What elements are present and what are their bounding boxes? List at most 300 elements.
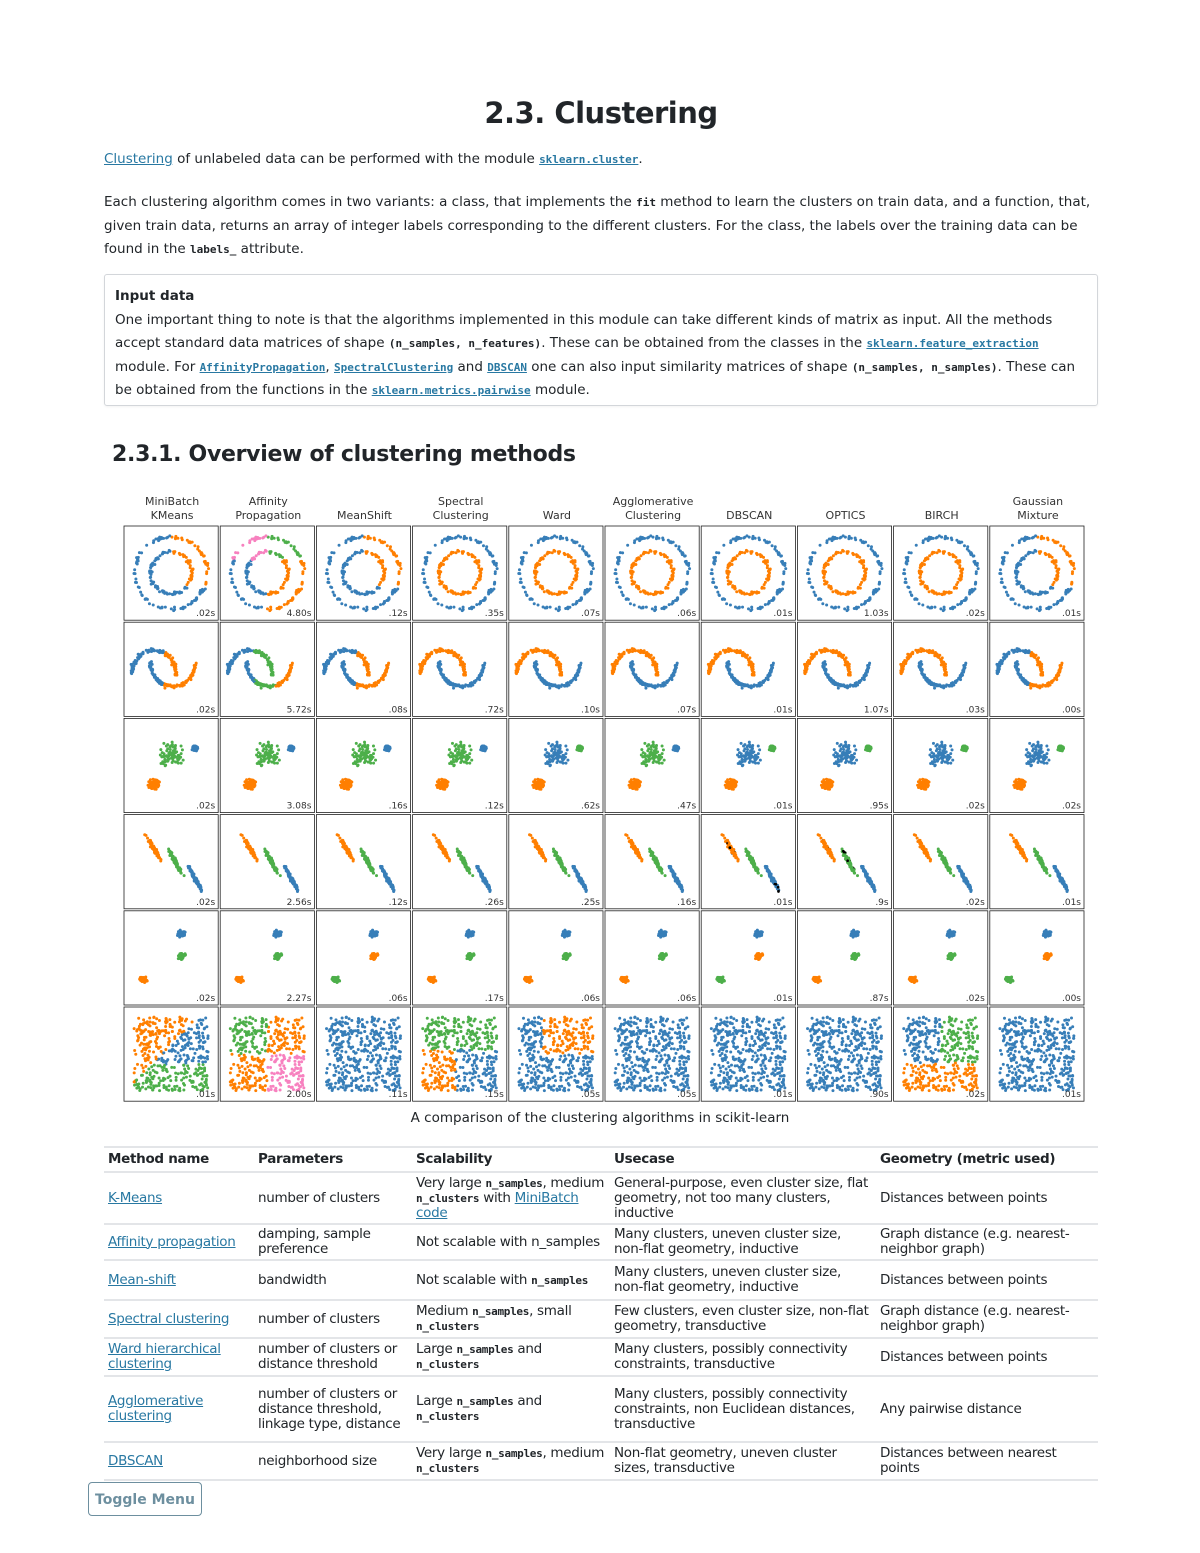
data-point — [762, 560, 765, 563]
data-point — [422, 568, 425, 571]
data-point — [1004, 551, 1007, 554]
data-point — [346, 563, 349, 566]
data-point — [814, 593, 817, 596]
data-point — [761, 586, 764, 589]
data-point — [935, 593, 938, 596]
data-point — [442, 563, 445, 566]
note-text-e: . These can be obtained from the functions in the — [115, 358, 1076, 398]
scatter-panel — [990, 622, 1084, 716]
data-point — [351, 649, 354, 652]
data-point — [377, 560, 380, 563]
data-point — [654, 606, 657, 609]
runtime-label: .02s — [196, 801, 216, 812]
data-point — [640, 554, 643, 557]
runtime-label: .10s — [580, 705, 600, 716]
data-point — [583, 549, 586, 552]
data-point — [534, 668, 537, 671]
data-point — [841, 549, 844, 552]
data-point — [542, 539, 545, 542]
data-point — [254, 682, 257, 685]
data-point — [437, 571, 440, 574]
data-point — [559, 592, 562, 595]
data-point — [757, 607, 760, 610]
data-point — [577, 664, 580, 667]
data-point — [671, 673, 674, 676]
data-point — [782, 572, 785, 575]
data-point — [936, 551, 939, 554]
data-point — [1046, 684, 1049, 687]
data-point — [662, 538, 665, 541]
column-title-line: BIRCH — [924, 509, 959, 522]
panel-frame — [124, 526, 218, 620]
data-point — [207, 567, 210, 570]
data-point — [762, 680, 765, 683]
data-point — [390, 549, 393, 552]
note-text-d: one can also input similarity matrices of shape — [526, 358, 852, 375]
data-point — [174, 663, 177, 666]
runtime-label: 4.80s — [286, 609, 312, 620]
data-point — [828, 676, 831, 679]
data-point — [902, 668, 905, 671]
data-point — [476, 577, 479, 580]
data-point — [286, 570, 289, 573]
scatter-panel — [316, 622, 410, 716]
data-point — [430, 651, 433, 654]
data-point — [378, 583, 381, 586]
data-point — [1054, 577, 1057, 580]
runtime-label: .02s — [196, 609, 216, 620]
data-point — [855, 553, 858, 556]
scatter-panel — [797, 622, 891, 716]
data-point — [235, 591, 238, 594]
data-point — [628, 650, 631, 653]
data-point — [173, 684, 176, 687]
data-point — [815, 651, 818, 654]
data-point — [1023, 539, 1026, 542]
data-point — [366, 537, 369, 540]
data-point — [837, 606, 840, 609]
data-point — [547, 590, 550, 593]
panel-frame — [220, 526, 314, 620]
data-point — [276, 745, 279, 748]
data-point — [667, 583, 670, 586]
data-point — [734, 587, 737, 590]
data-point — [873, 553, 876, 556]
data-point — [682, 590, 685, 593]
sklearn-cluster-code: sklearn.cluster — [539, 153, 639, 166]
data-point — [303, 567, 306, 570]
data-point — [491, 560, 494, 563]
data-point — [341, 571, 344, 574]
data-point — [1036, 593, 1039, 596]
data-point — [575, 570, 578, 573]
data-point — [228, 668, 231, 671]
data-point — [152, 539, 155, 542]
data-point — [172, 755, 175, 758]
scatter-panel — [605, 526, 699, 620]
data-point — [902, 661, 905, 664]
data-point — [450, 649, 453, 652]
scatter-panel — [220, 622, 314, 716]
panel-frame — [124, 718, 218, 812]
data-point — [457, 534, 460, 537]
data-point — [168, 534, 171, 537]
data-point — [229, 661, 232, 664]
data-point — [476, 541, 479, 544]
data-point — [278, 759, 281, 762]
data-point — [995, 663, 998, 666]
runtime-label: .01s — [773, 609, 793, 620]
data-point — [452, 687, 455, 690]
data-point — [451, 537, 454, 540]
data-point — [811, 654, 814, 657]
data-point — [729, 539, 732, 542]
data-point — [463, 663, 466, 666]
data-point — [727, 579, 730, 582]
data-point — [674, 664, 677, 667]
data-point — [861, 577, 864, 580]
data-point — [246, 668, 249, 671]
data-point — [383, 600, 386, 603]
data-point — [1071, 572, 1074, 575]
data-point — [847, 592, 850, 595]
data-point — [616, 556, 619, 559]
data-point — [570, 583, 573, 586]
note-and: and — [453, 358, 488, 375]
panel-frame — [605, 526, 699, 620]
data-point — [653, 609, 656, 612]
data-point — [821, 650, 824, 653]
panel-frame — [797, 622, 891, 716]
data-point — [747, 658, 750, 661]
data-point — [684, 560, 687, 563]
data-point — [276, 762, 279, 765]
data-point — [959, 603, 962, 606]
runtime-label: .00s — [1061, 705, 1081, 716]
data-point — [463, 592, 466, 595]
data-point — [323, 672, 326, 675]
data-point — [262, 593, 265, 596]
data-point — [1069, 560, 1072, 563]
data-point — [166, 593, 169, 596]
panel-frame — [894, 622, 988, 716]
data-point — [149, 665, 152, 668]
data-point — [759, 553, 762, 556]
data-point — [374, 553, 377, 556]
data-point — [917, 650, 920, 653]
data-point — [750, 665, 753, 668]
data-point — [942, 609, 945, 612]
data-point — [819, 544, 822, 547]
data-point — [381, 561, 384, 564]
data-point — [930, 552, 933, 555]
data-point — [864, 600, 867, 603]
data-point — [765, 577, 768, 580]
data-point — [526, 651, 529, 654]
data-point — [351, 554, 354, 557]
data-point — [1055, 603, 1058, 606]
data-point — [479, 573, 482, 576]
data-point — [523, 654, 526, 657]
data-point — [942, 550, 945, 553]
data-point — [876, 560, 879, 563]
data-point — [918, 576, 921, 579]
spectral-clustering-code: SpectralClustering — [334, 360, 454, 374]
data-point — [231, 578, 234, 581]
data-point — [1000, 578, 1003, 581]
data-point — [1024, 590, 1027, 593]
data-point — [957, 541, 960, 544]
data-point — [739, 537, 742, 540]
data-point — [771, 599, 774, 602]
data-point — [551, 652, 554, 655]
data-point — [360, 549, 363, 552]
data-point — [267, 593, 270, 596]
data-point — [862, 564, 865, 567]
data-point — [447, 590, 450, 593]
data-point — [686, 572, 689, 575]
data-point — [522, 585, 525, 588]
data-point — [712, 556, 715, 559]
data-point — [158, 649, 161, 652]
data-point — [707, 672, 710, 675]
data-point — [822, 576, 825, 579]
column-title-line: OPTICS — [825, 509, 866, 522]
data-point — [441, 539, 444, 542]
data-point — [530, 544, 533, 547]
data-point — [428, 591, 431, 594]
data-point — [258, 649, 261, 652]
data-point — [998, 661, 1001, 664]
data-point — [284, 541, 287, 544]
data-point — [745, 534, 748, 537]
data-point — [963, 544, 966, 547]
clustering-link[interactable]: Clustering — [104, 151, 173, 167]
data-point — [639, 590, 642, 593]
data-point — [874, 590, 877, 593]
data-point — [543, 590, 546, 593]
data-point — [960, 673, 963, 676]
data-point — [911, 651, 914, 654]
data-point — [666, 680, 669, 683]
data-point — [611, 672, 614, 675]
data-point — [951, 553, 954, 556]
data-point — [1031, 684, 1034, 687]
data-point — [421, 661, 424, 664]
data-point — [162, 590, 165, 593]
data-point — [554, 658, 557, 661]
data-point — [376, 586, 379, 589]
data-point — [301, 572, 304, 575]
intro-text-b: . — [638, 151, 643, 167]
data-point — [821, 602, 824, 605]
data-point — [328, 560, 331, 563]
data-point — [862, 561, 865, 564]
runtime-label: .08s — [388, 705, 408, 716]
runtime-label: .03s — [965, 705, 985, 716]
data-point — [588, 560, 591, 563]
data-point — [830, 587, 833, 590]
data-point — [910, 593, 913, 596]
data-point — [1070, 587, 1073, 590]
data-point — [421, 668, 424, 671]
data-point — [1040, 537, 1043, 540]
data-point — [327, 581, 330, 584]
fit-code: fit — [636, 196, 656, 209]
data-point — [252, 556, 255, 559]
data-point — [238, 651, 241, 654]
data-point — [356, 606, 359, 609]
data-point — [710, 568, 713, 571]
data-point — [517, 668, 520, 671]
column-title-line: Agglomerative — [612, 495, 694, 508]
data-point — [770, 664, 773, 667]
data-point — [294, 549, 297, 552]
data-point — [246, 647, 249, 650]
data-point — [299, 554, 302, 557]
data-point — [735, 649, 738, 652]
data-point — [645, 606, 648, 609]
page-title: 2.3. Clustering — [484, 96, 718, 130]
panel-frame — [701, 622, 795, 716]
data-point — [870, 545, 873, 548]
data-point — [145, 544, 148, 547]
data-point — [265, 748, 268, 751]
data-point — [338, 544, 341, 547]
data-point — [191, 600, 194, 603]
data-point — [1044, 590, 1047, 593]
data-point — [287, 600, 290, 603]
data-point — [803, 663, 806, 666]
data-point — [837, 687, 840, 690]
para2-text-c: attribute. — [236, 241, 304, 257]
data-point — [424, 560, 427, 563]
dbscan-code: DBSCAN — [487, 360, 527, 374]
column-title-line: Spectral — [437, 495, 484, 508]
data-point — [758, 684, 761, 687]
data-point — [345, 539, 348, 542]
data-point — [1034, 534, 1037, 537]
data-point — [366, 663, 369, 666]
data-point — [250, 563, 253, 566]
data-point — [231, 556, 234, 559]
data-point — [975, 572, 978, 575]
data-point — [804, 672, 807, 675]
data-point — [915, 544, 918, 547]
data-point — [262, 551, 265, 554]
data-point — [290, 544, 293, 547]
data-point — [283, 603, 286, 606]
data-point — [387, 599, 390, 602]
data-point — [1011, 544, 1014, 547]
data-point — [767, 573, 770, 576]
data-point — [514, 663, 517, 666]
data-point — [261, 684, 264, 687]
data-point — [160, 762, 163, 765]
runtime-label: .01s — [773, 705, 793, 716]
data-point — [534, 576, 537, 579]
data-point — [456, 549, 459, 552]
data-point — [454, 652, 457, 655]
data-point — [649, 549, 652, 552]
data-point — [631, 647, 634, 650]
data-point — [822, 665, 825, 668]
data-point — [725, 602, 728, 605]
data-point — [731, 676, 734, 679]
data-point — [468, 607, 471, 610]
data-point — [1041, 673, 1044, 676]
data-point — [365, 684, 368, 687]
data-point — [172, 550, 175, 553]
data-point — [541, 587, 544, 590]
data-point — [868, 599, 871, 602]
data-point — [284, 577, 287, 580]
data-point — [361, 534, 364, 537]
data-point — [135, 581, 138, 584]
data-point — [171, 761, 174, 764]
data-point — [330, 551, 333, 554]
data-point — [478, 603, 481, 606]
data-point — [555, 593, 558, 596]
data-point — [741, 606, 744, 609]
data-point — [722, 544, 725, 547]
data-point — [551, 593, 554, 596]
data-point — [923, 563, 926, 566]
data-point — [137, 585, 140, 588]
data-point — [185, 680, 188, 683]
data-point — [132, 572, 135, 575]
data-point — [733, 556, 736, 559]
data-point — [863, 603, 866, 606]
data-point — [426, 654, 429, 657]
data-point — [613, 661, 616, 664]
data-point — [181, 538, 184, 541]
data-point — [809, 560, 812, 563]
data-point — [525, 593, 528, 596]
data-point — [371, 590, 374, 593]
data-point — [942, 684, 945, 687]
data-point — [262, 749, 265, 752]
data-point — [579, 599, 582, 602]
data-point — [373, 538, 376, 541]
data-point — [523, 551, 526, 554]
data-point — [954, 560, 957, 563]
data-point — [262, 652, 265, 655]
data-point — [568, 586, 571, 589]
data-point — [958, 561, 961, 564]
data-point — [843, 658, 846, 661]
data-point — [496, 567, 499, 570]
data-point — [559, 537, 562, 540]
data-point — [829, 556, 832, 559]
data-point — [142, 651, 145, 654]
data-point — [270, 592, 273, 595]
data-point — [378, 680, 381, 683]
scatter-panel — [124, 622, 218, 716]
data-point — [179, 553, 182, 556]
data-point — [397, 563, 400, 566]
data-point — [805, 668, 808, 671]
data-point — [130, 663, 133, 666]
data-point — [1040, 592, 1043, 595]
data-point — [293, 545, 296, 548]
data-point — [879, 572, 882, 575]
data-point — [282, 583, 285, 586]
data-point — [729, 604, 732, 607]
data-point — [254, 590, 257, 593]
data-point — [861, 541, 864, 544]
column-title-line: Gaussian — [1012, 495, 1064, 508]
